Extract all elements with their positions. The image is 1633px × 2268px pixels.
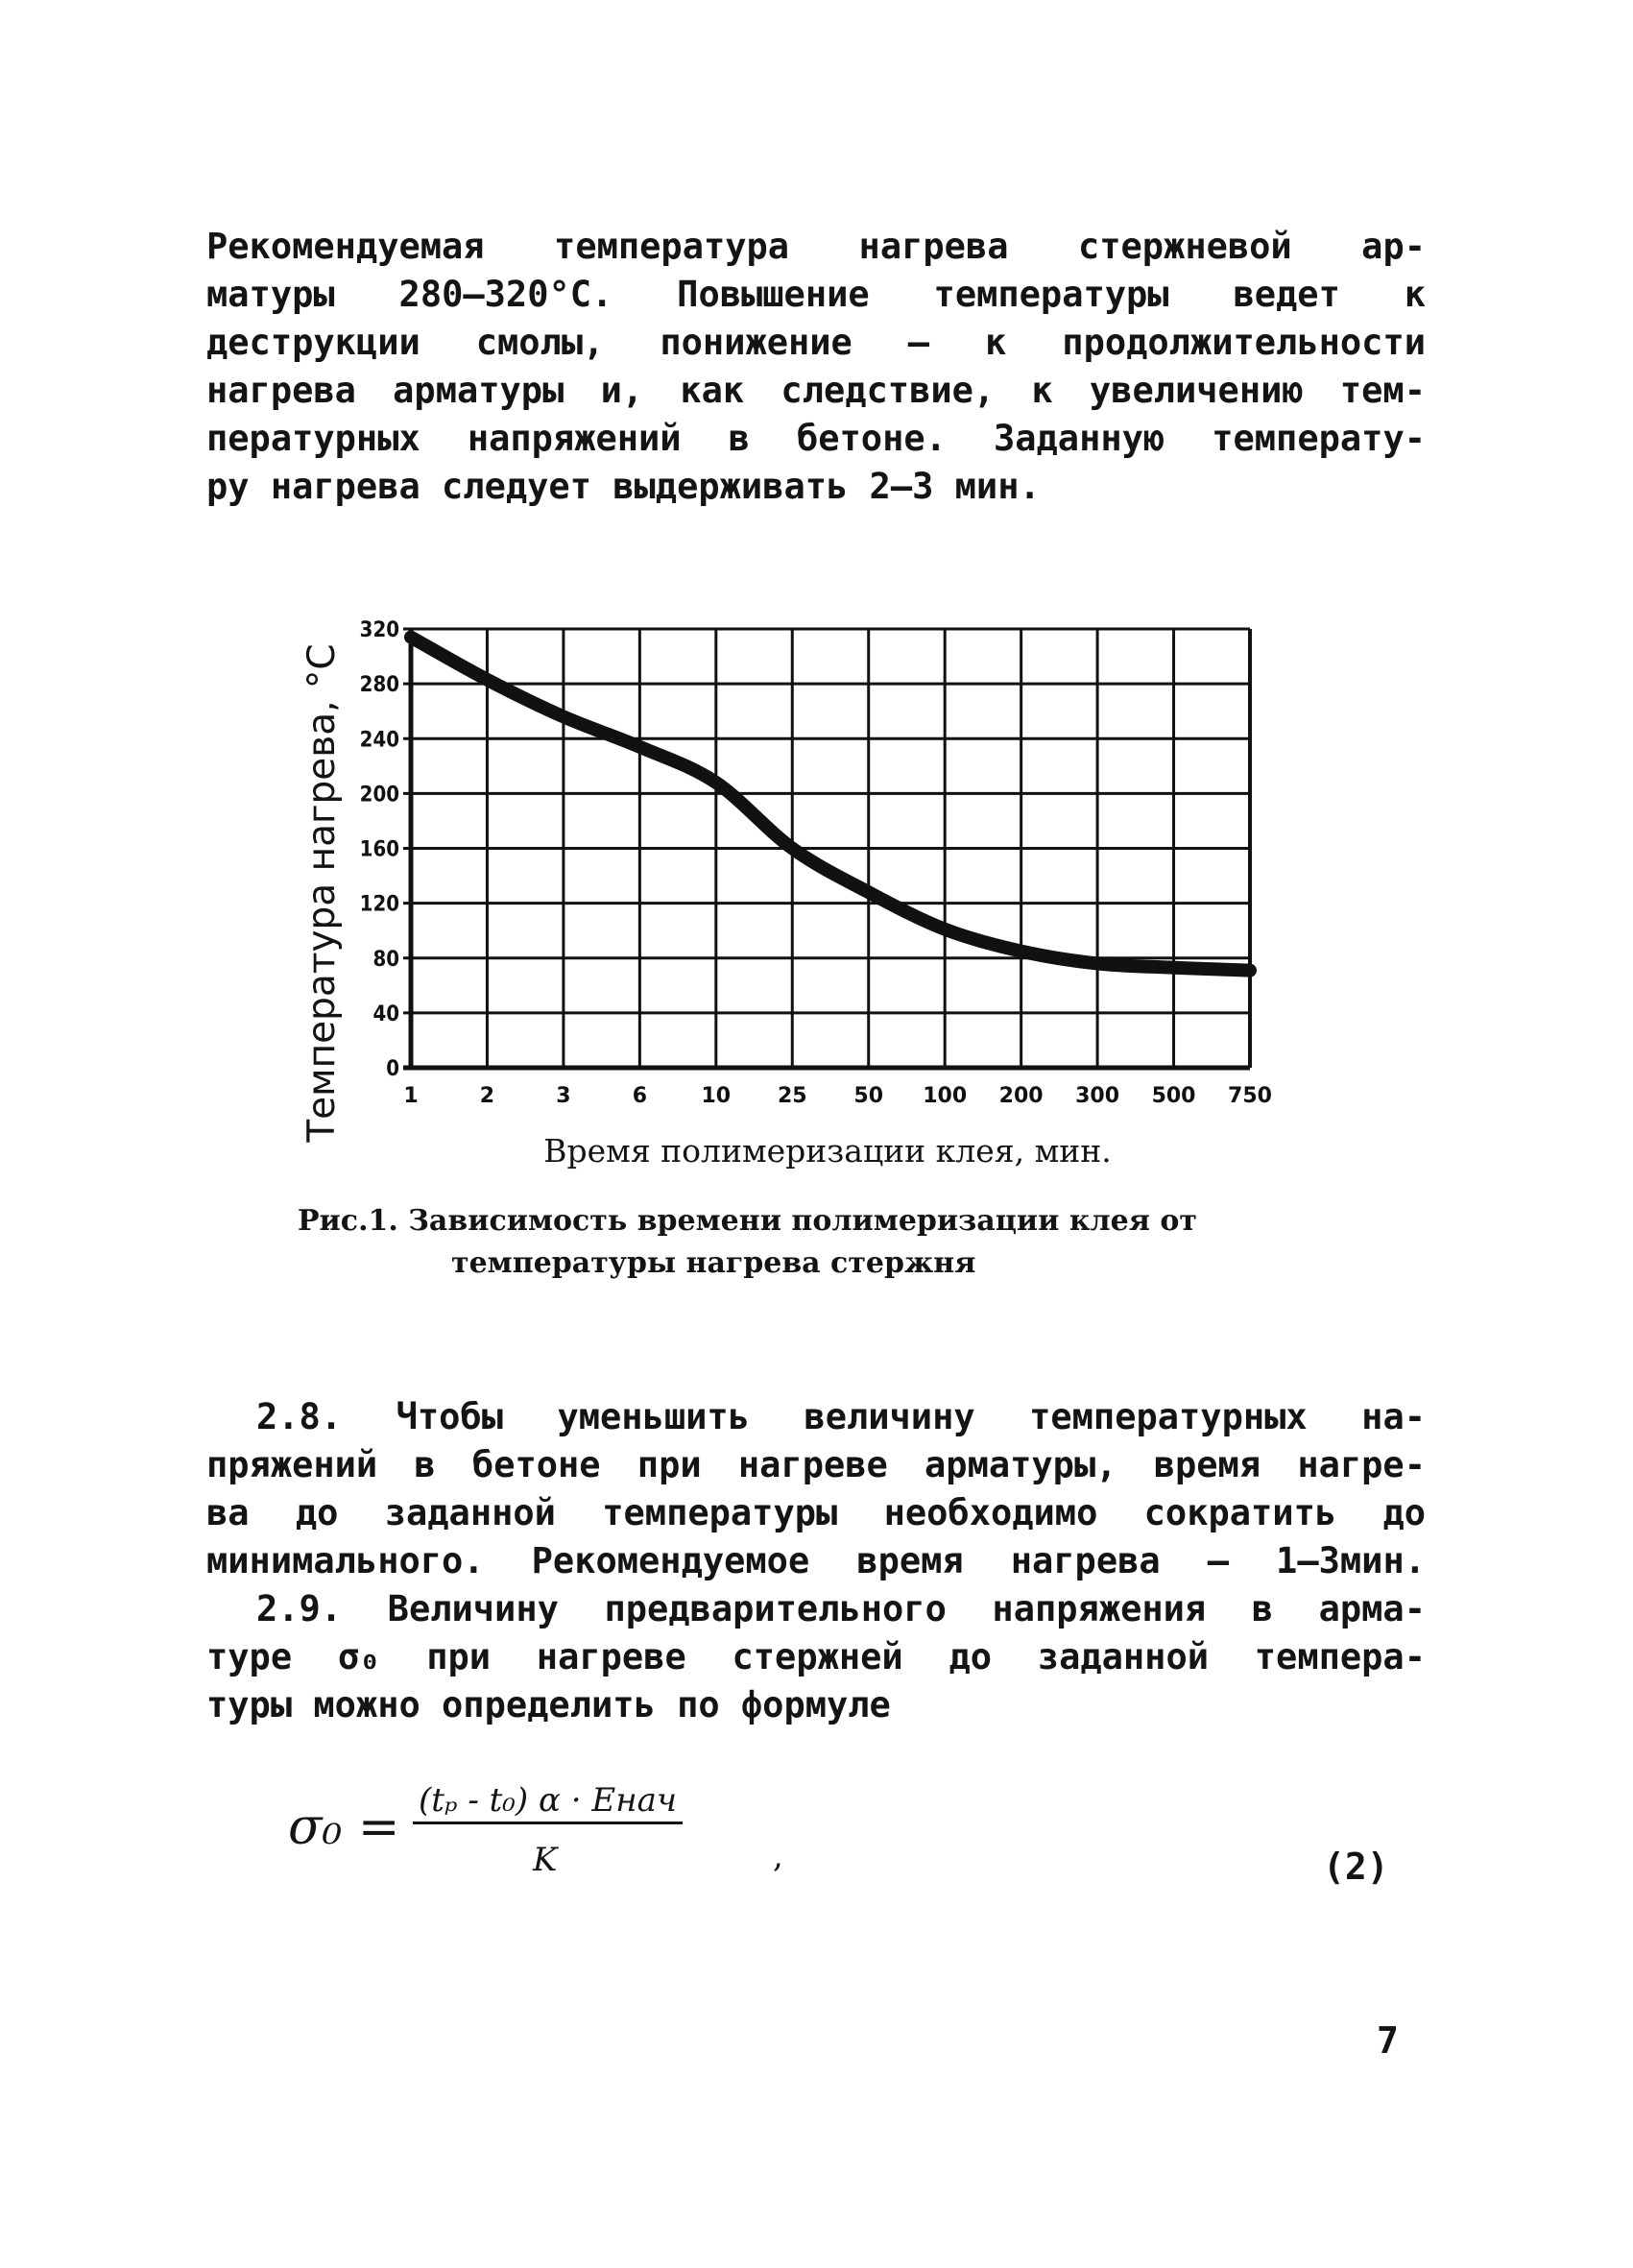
x-tick-label: 1 bbox=[403, 1084, 419, 1108]
polymerization-chart bbox=[278, 586, 1296, 1200]
text-line: пературных напряжений в бетоне. Заданную температу- bbox=[206, 418, 1426, 459]
caption-line: Рис.1. Зависимость времени полимеризации клея от bbox=[298, 1204, 1197, 1238]
text-line: ва до заданной температуры необходимо сократить до bbox=[206, 1492, 1426, 1533]
x-axis-label: Время полимеризации клея, мин. bbox=[543, 1132, 1112, 1170]
y-tick-label: 160 bbox=[359, 837, 399, 862]
paragraph-heating-temperature bbox=[206, 223, 1426, 511]
x-tick-label: 200 bbox=[998, 1084, 1044, 1108]
formula-comma: , bbox=[773, 1837, 783, 1875]
y-tick-label: 80 bbox=[372, 947, 399, 972]
x-tick-label: 25 bbox=[777, 1084, 807, 1108]
text-line: 2.9. Величину предварительного напряжения в арма- bbox=[256, 1588, 1426, 1629]
x-tick-label: 10 bbox=[701, 1084, 732, 1108]
y-tick-label: 40 bbox=[372, 1001, 399, 1026]
y-tick-label: 200 bbox=[359, 783, 399, 808]
paragraph-2-8 bbox=[206, 1393, 1426, 1585]
x-tick-label: 300 bbox=[1075, 1084, 1120, 1108]
text-line: матуры 280–320°С. Повышение температуры ведет к bbox=[206, 274, 1426, 315]
y-axis-ticks bbox=[360, 618, 399, 1081]
text-line: пряжений в бетоне при нагреве арматуры, время нагре- bbox=[206, 1444, 1426, 1485]
text-line: 2.8. Чтобы уменьшить величину температурных на- bbox=[256, 1396, 1426, 1437]
x-tick-label: 3 bbox=[556, 1084, 571, 1108]
temperature-curve bbox=[411, 638, 1250, 971]
caption-line: температуры нагрева стержня bbox=[451, 1246, 976, 1280]
text-line: туры можно определить по формуле bbox=[206, 1684, 891, 1725]
text-line: минимального. Рекомендуемое время нагрева – 1–3мин. bbox=[206, 1540, 1426, 1581]
x-tick-label: 500 bbox=[1151, 1084, 1196, 1108]
text-line: ру нагрева следует выдерживать 2–3 мин. bbox=[206, 466, 1041, 507]
y-axis-label: Температура нагрева, °С bbox=[300, 643, 344, 1143]
text-line: деструкции смолы, понижение – к продолжительности bbox=[206, 322, 1426, 363]
paragraph-2-9 bbox=[206, 1585, 1426, 1729]
formula-lhs: σ₀ = bbox=[288, 1798, 400, 1856]
y-tick-label: 280 bbox=[359, 673, 399, 698]
formula-denominator: K bbox=[533, 1841, 558, 1879]
text-line: нагрева арматуры и, как следствие, к увеличению тем- bbox=[206, 370, 1426, 411]
formula-numerator: (tₚ - t₀) α · Eнач bbox=[413, 1781, 683, 1824]
figure-caption bbox=[298, 1200, 1267, 1285]
y-tick-label: 320 bbox=[359, 618, 399, 642]
x-tick-label: 100 bbox=[923, 1084, 968, 1108]
equation-number: (2) bbox=[1323, 1846, 1389, 1888]
x-tick-label: 2 bbox=[479, 1084, 495, 1108]
y-tick-label: 120 bbox=[359, 892, 399, 917]
text-line: Рекомендуемая температура нагрева стержневой ар- bbox=[206, 226, 1426, 267]
x-tick-label: 50 bbox=[853, 1084, 884, 1108]
page-number: 7 bbox=[1377, 2019, 1399, 2062]
y-tick-label: 240 bbox=[359, 728, 399, 753]
x-axis-ticks bbox=[403, 1084, 1272, 1108]
x-tick-label: 750 bbox=[1228, 1084, 1272, 1108]
text-line: туре σ₀ при нагреве стержней до заданной темпера- bbox=[206, 1636, 1426, 1677]
y-tick-label: 0 bbox=[386, 1057, 399, 1081]
x-tick-label: 6 bbox=[632, 1084, 648, 1108]
